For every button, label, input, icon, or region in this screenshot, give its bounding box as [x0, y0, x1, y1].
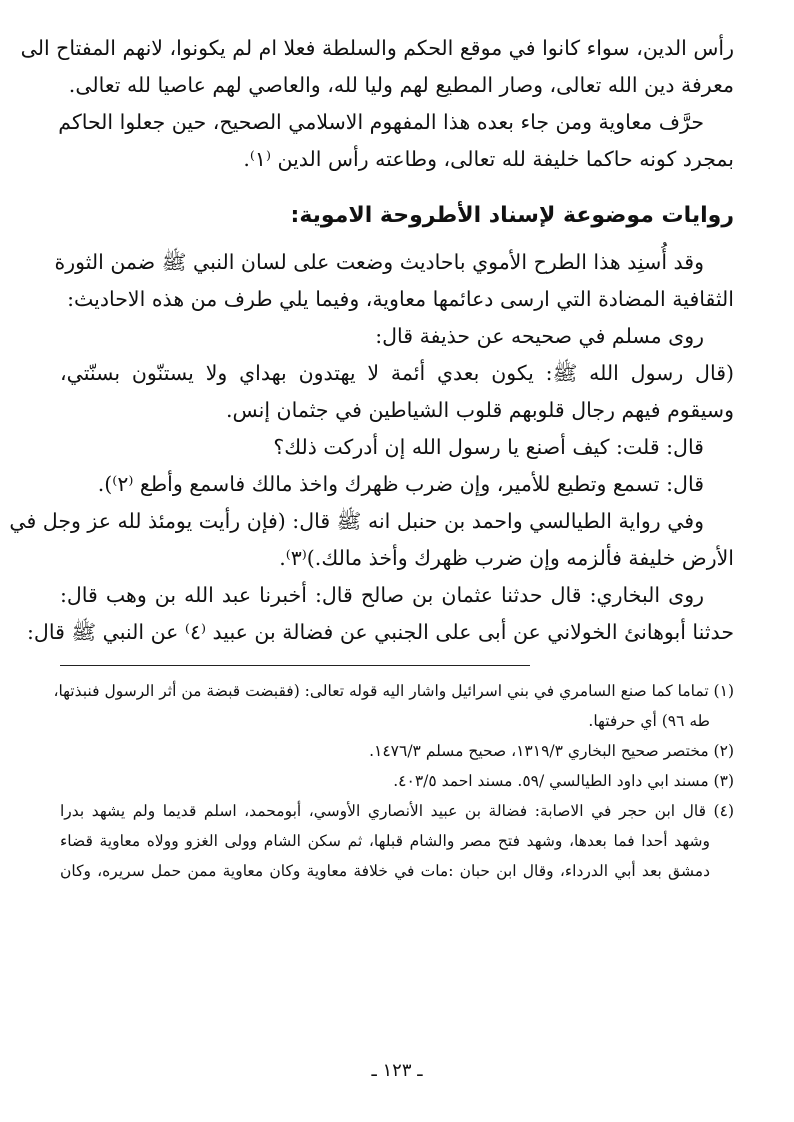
body-line: قال: قلت: كيف أصنع يا رسول الله إن أدركت ذلك؟ — [273, 435, 704, 459]
page-number: ـ ١٢٣ ـ — [371, 1060, 423, 1081]
footnote-line: (٣) مسند ابي داود الطيالسي /٥٩. مسند احمد ٤٠٣/٥. — [393, 772, 734, 790]
body-line: وسيقوم فيهم رجال قلوبهم قلوب الشياطين في جثمان إنس. — [225, 398, 734, 422]
footnote-line: (٢) مختصر صحيح البخاري ١٣١٩/٣، صحيح مسلم ١٤٧٦/٣. — [369, 742, 734, 760]
body-line: (قال رسول الله ﷺ: يكون بعدي أئمة لا يهتدون بهداي ولا يستنّون بسنّتي، — [60, 361, 734, 385]
body-line: الأرض خليفة فألزمه وإن ضرب ظهرك وأخذ مالك.)⁽٣⁾. — [279, 546, 734, 570]
body-line: وفي رواية الطيالسي واحمد بن حنبل انه ﷺ قال: (فإن رأيت يومئذ لله عز وجل في — [9, 509, 704, 533]
body-line: الثقافية المضادة التي ارسى دعائمها معاوية، وفيما يلي طرف من هذه الاحاديث: — [67, 287, 734, 311]
body-line: وقد أُسنِد هذا الطرح الأموي باحاديث وضعت على لسان النبي ﷺ ضمن الثورة — [54, 250, 704, 274]
body-line: حدثنا أبوهانئ الخولاني عن أبى على الجنبي عن فضالة بن عبيد ⁽٤⁾ عن النبي ﷺ قال: — [27, 620, 734, 644]
section-heading: روايات موضوعة لإسناد الأطروحة الاموية: — [290, 203, 734, 228]
footnote-line: (١) تماما كما صنع السامري في بني اسرائيل واشار اليه قوله تعالى: (فقبضت قبضة من أثر الرسول فنبذتها، — [53, 682, 734, 700]
footnote-line: طه ٩٦) أي حرفتها. — [588, 712, 710, 730]
page-content — [9, 30, 734, 886]
body-line: روى مسلم في صحيحه عن حذيفة قال: — [375, 324, 704, 348]
footnote-line: وشهد أحدا فما بعدها، وشهد فتح مصر والشام قبلها، ثم سكن الشام وولى الغزو وولاه معاوية قضاء — [60, 832, 710, 850]
body-line: قال: تسمع وتطيع للأمير، وإن ضرب ظهرك واخذ مالك فاسمع وأطع ⁽٢⁾). — [97, 472, 704, 496]
body-line: رأس الدين، سواء كانوا في موقع الحكم والسلطة فعلا ام لم يكونوا، لانهم المفتاح الى — [20, 36, 734, 60]
body-line: حرَّف معاوية ومن جاء بعده هذا المفهوم الاسلامي الصحيح، حين جعلوا الحاكم — [58, 110, 704, 134]
footnote-divider — [60, 665, 530, 666]
footnote-line: دمشق بعد أبي الدرداء، وقال ابن حبان :مات في خلافة معاوية وكان معاوية ممن حمل سريره، وكان — [60, 862, 710, 880]
body-line: معرفة دين الله تعالى، وصار المطيع لهم وليا لله، والعاصي لهم عاصيا لله تعالى. — [68, 73, 734, 97]
body-line: روى البخاري: قال حدثنا عثمان بن صالح قال: أخبرنا عبد الله بن وهب قال: — [60, 583, 704, 607]
body-line: بمجرد كونه حاكما خليفة لله تعالى، وطاعته رأس الدين ⁽١⁾. — [243, 147, 734, 171]
footnote-line: (٤) قال ابن حجر في الاصابة: فضالة بن عبيد الأنصاري الأوسي، أبومحمد، اسلم قديما ولم يشهد بدرا — [60, 802, 734, 820]
